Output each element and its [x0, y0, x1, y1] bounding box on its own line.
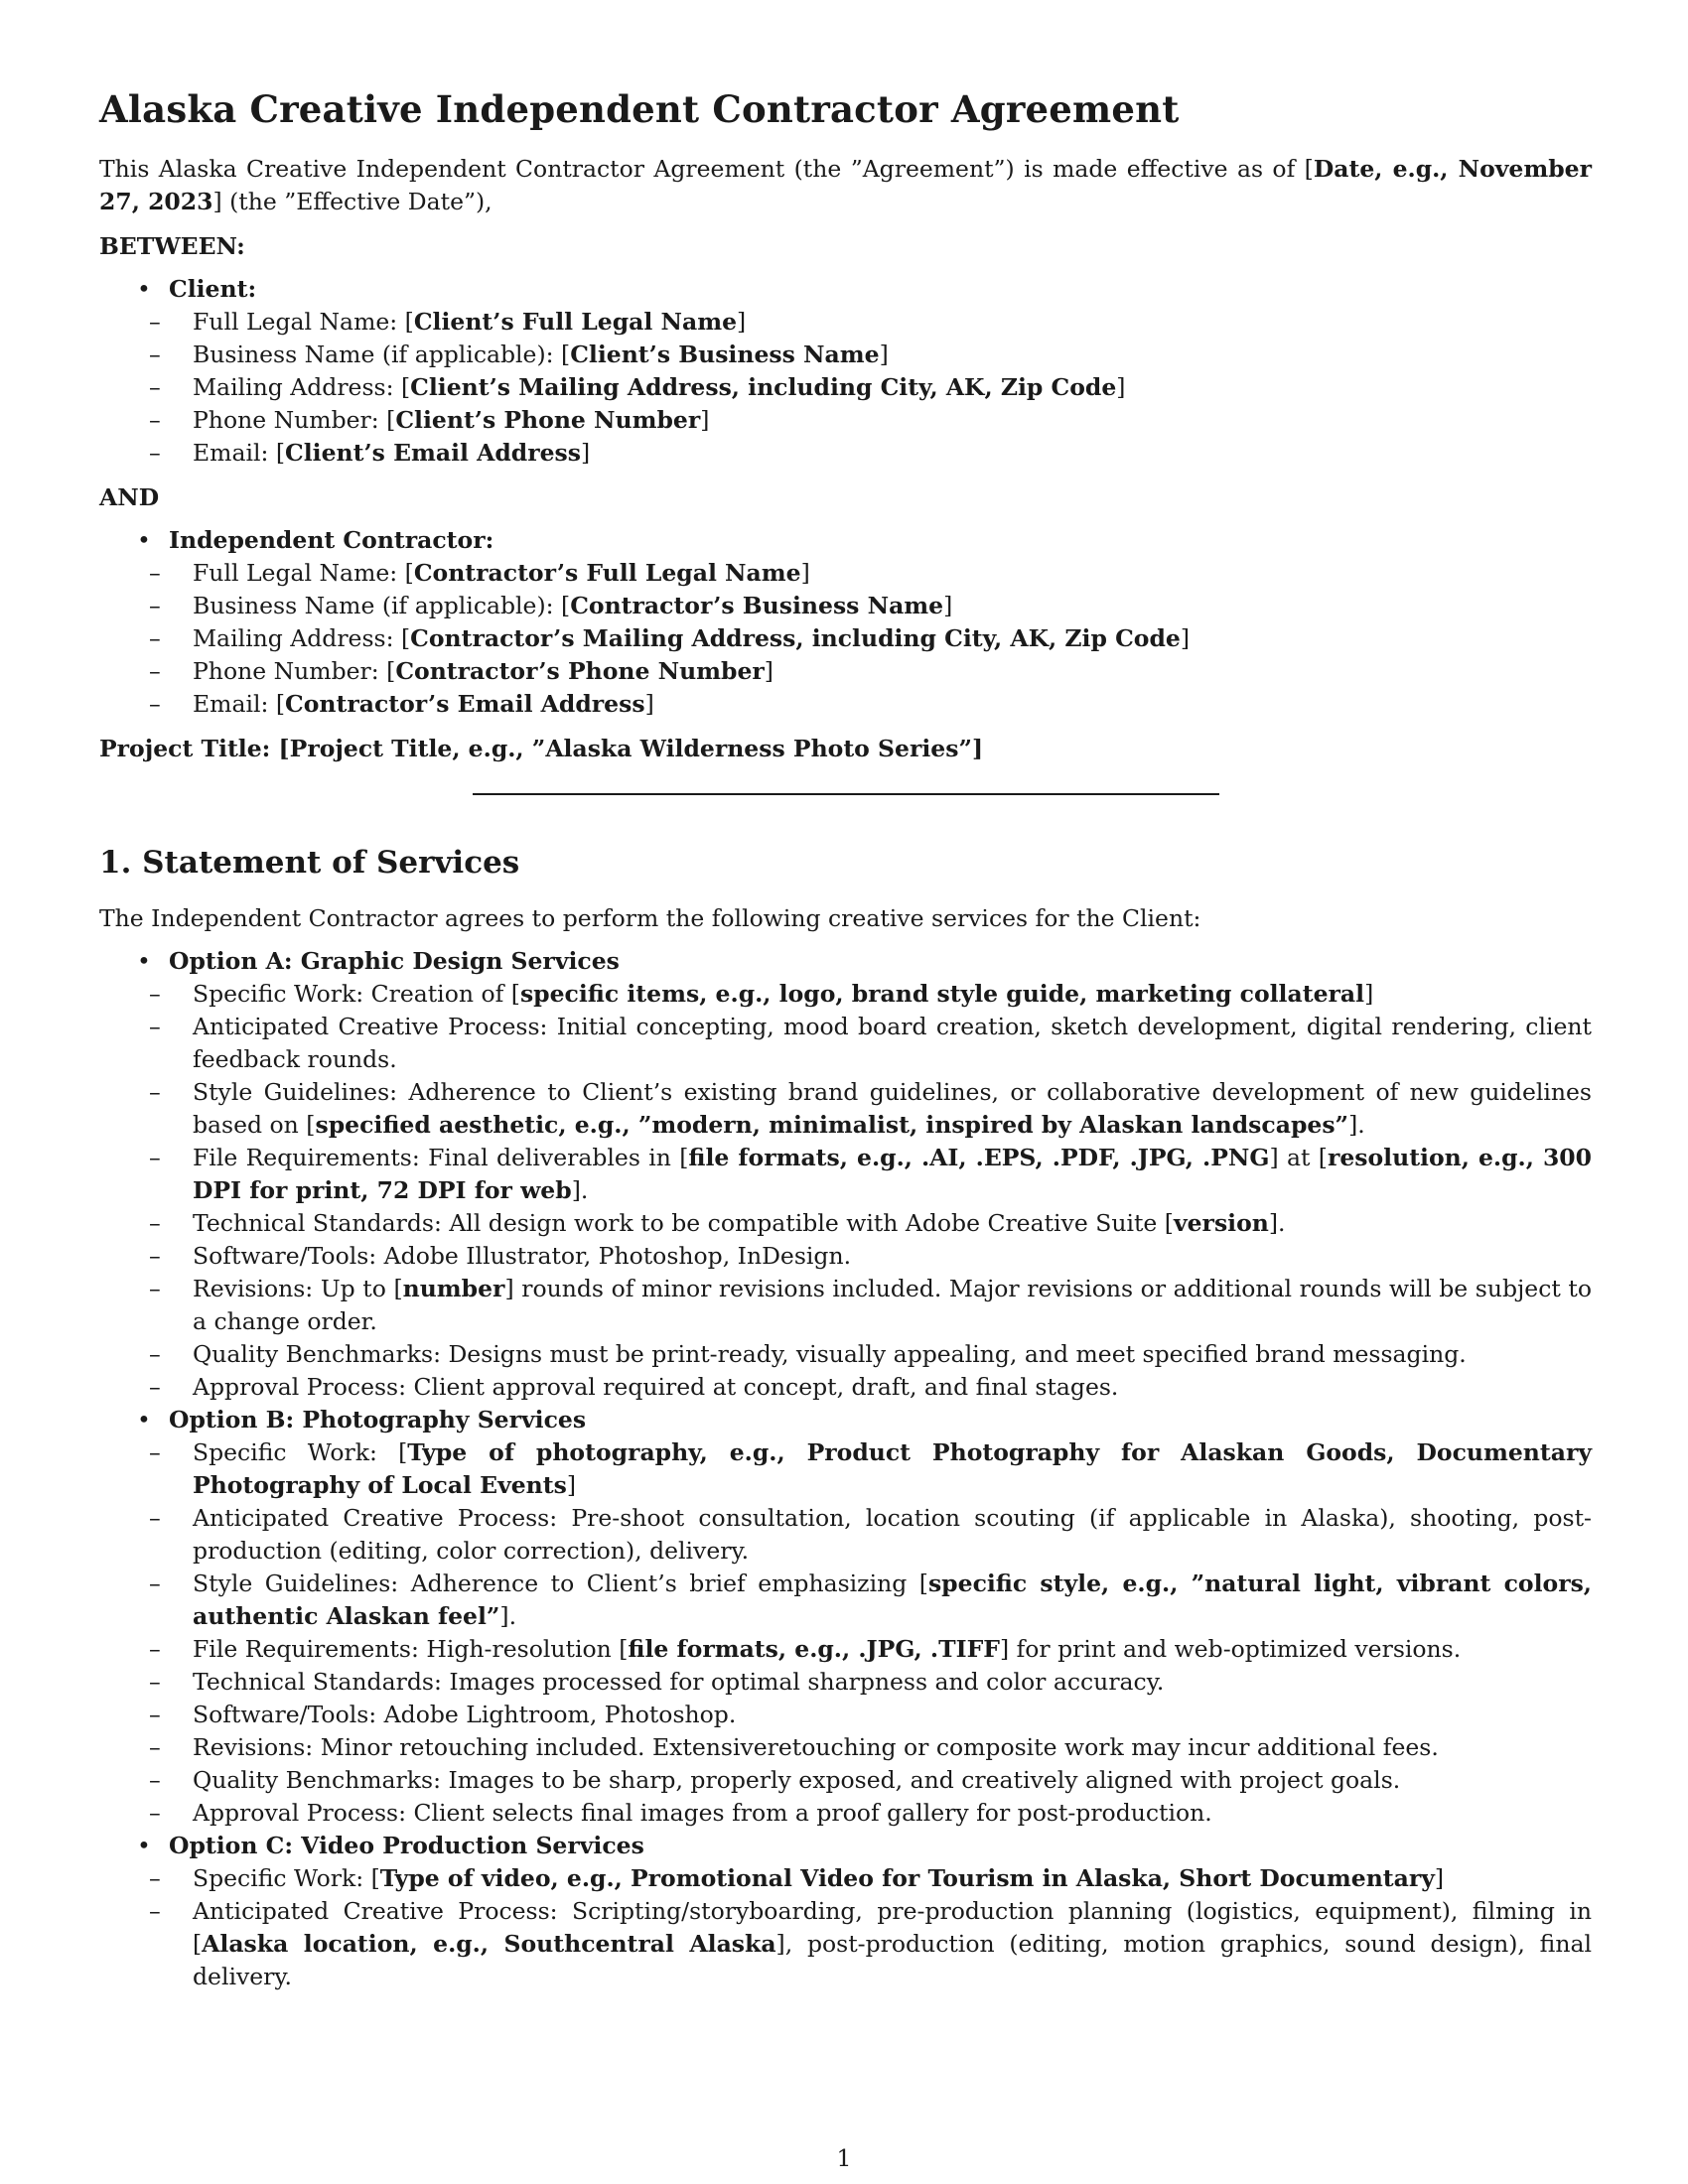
- list-item: – Style Guidelines: Adherence to Client’s brief emphasizing [specific style, e.g., ”natural light, vibrant colors, authentic Alaskan feel”].: [149, 1569, 1592, 1630]
- option-b: [99, 1404, 1592, 1830]
- bullet-icon: •: [137, 946, 151, 975]
- client-fields: [149, 306, 1592, 470]
- document-page: [99, 87, 1592, 1993]
- client-party-list: [99, 273, 1592, 470]
- bullet-icon: •: [137, 1405, 151, 1433]
- between-label: BETWEEN:: [99, 232, 245, 261]
- contractor-heading: Independent Contractor:: [169, 526, 494, 555]
- page-number: 1: [836, 2144, 852, 2172]
- list-item: – Phone Number: [Contractor’s Phone Number]: [149, 657, 774, 686]
- list-item: – Revisions: Up to [number] rounds of minor revisions included. Major revisions or additional rounds will be subject to a change order.: [149, 1274, 1593, 1335]
- option-a-details: [149, 978, 1593, 1404]
- placeholder-field: Contractor’s Full Legal Name: [413, 559, 801, 588]
- list-item: – Quality Benchmarks: Images to be sharp, properly exposed, and creatively aligned with project goals.: [149, 1765, 1401, 1794]
- list-item: – Software/Tools: Adobe Lightroom, Photoshop.: [149, 1700, 737, 1728]
- effective-date-placeholder: Date, e.g., November 27, 2023: [99, 155, 1592, 216]
- intro-text: This Alaska Creative Independent Contractor Agreement (the ”Agreement”) is made effective as of [: [99, 155, 1314, 184]
- placeholder-field: Contractor’s Mailing Address, including City, AK, Zip Code: [410, 624, 1181, 653]
- and-label: AND: [99, 483, 160, 512]
- option-c: [99, 1830, 1592, 1993]
- contractor-party-list: [99, 524, 1592, 721]
- list-item: – Mailing Address: [Contractor’s Mailing Address, including City, AK, Zip Code]: [149, 624, 1191, 653]
- project-title-placeholder: [Project Title, e.g., ”Alaska Wilderness Photo Series”]: [278, 735, 984, 763]
- section-heading: 1. Statement of Services: [99, 845, 520, 882]
- list-item: – Anticipated Creative Process: Pre-shoot consultation, location scouting (if applicable in Alaska), shooting, post-production (editing, color correction), delivery.: [149, 1503, 1592, 1565]
- list-item: – Quality Benchmarks: Designs must be print-ready, visually appealing, and meet specified brand messaging.: [149, 1339, 1467, 1368]
- list-item: – Style Guidelines: Adherence to Client’s existing brand guidelines, or collaborative development of new guidelines based on [specified aesthetic, e.g., ”modern, minimalist, inspired by Alaskan landscapes”].: [149, 1077, 1592, 1139]
- placeholder-field: Client’s Business Name: [570, 341, 880, 369]
- list-item: – Specific Work: [Type of video, e.g., Promotional Video for Tourism in Alaska, Short Documentary]: [149, 1863, 1445, 1892]
- bullet-icon: •: [137, 275, 151, 304]
- option-b-details: [149, 1436, 1592, 1830]
- option-c-details: [149, 1862, 1592, 1993]
- list-item: – Anticipated Creative Process: Initial concepting, mood board creation, sketch development, digital rendering, client feedback rounds.: [149, 1012, 1592, 1073]
- client-heading: Client:: [169, 275, 257, 304]
- list-item: – Software/Tools: Adobe Illustrator, Photoshop, InDesign.: [149, 1241, 852, 1270]
- list-item: – File Requirements: High-resolution [file formats, e.g., .JPG, .TIFF] for print and web-optimized versions.: [149, 1634, 1462, 1663]
- list-item: – Phone Number: [Client’s Phone Number]: [149, 406, 710, 435]
- placeholder-field: Contractor’s Business Name: [570, 592, 944, 620]
- list-item: – Business Name (if applicable): [Client’s Business Name]: [149, 341, 889, 369]
- placeholder-field: Client’s Phone Number: [395, 406, 701, 435]
- list-item: – Email: [Contractor’s Email Address]: [149, 690, 654, 719]
- placeholder-field: Client’s Mailing Address, including City, AK, Zip Code: [410, 373, 1117, 402]
- list-item: – Mailing Address: [Client’s Mailing Address, including City, AK, Zip Code]: [149, 373, 1126, 402]
- intro-paragraph: [99, 153, 1592, 218]
- list-item: – Email: [Client’s Email Address]: [149, 439, 591, 468]
- list-item: – File Requirements: Final deliverables in [file formats, e.g., .AI, .EPS, .PDF, .JPG, .PNG] at [resolution, e.g., 300 DPI for print, 72 DPI for web].: [149, 1143, 1593, 1204]
- list-item: – Approval Process: Client selects final images from a proof gallery for post-production.: [149, 1798, 1212, 1827]
- placeholder-field: Client’s Full Legal Name: [413, 308, 738, 337]
- option-a: [99, 945, 1592, 1404]
- list-item: – Full Legal Name: [Client’s Full Legal Name]: [149, 308, 747, 337]
- list-item: – Technical Standards: Images processed for optimal sharpness and color accuracy.: [149, 1667, 1165, 1696]
- list-item: – Approval Process: Client approval required at concept, draft, and final stages.: [149, 1372, 1119, 1401]
- service-options-list: [99, 945, 1592, 1993]
- placeholder-field: Contractor’s Phone Number: [395, 657, 765, 686]
- option-c-heading: Option C: Video Production Services: [169, 1831, 644, 1859]
- project-title-label: Project Title:: [99, 735, 279, 763]
- list-item: – Technical Standards: All design work to be compatible with Adobe Creative Suite [version].: [149, 1208, 1286, 1237]
- contractor-fields: [149, 557, 1592, 721]
- option-a-heading: Option A: Graphic Design Services: [169, 946, 620, 975]
- list-item: – Specific Work: Creation of [specific items, e.g., logo, brand style guide, marketing collateral]: [149, 979, 1374, 1008]
- placeholder-field: Client’s Email Address: [285, 439, 582, 468]
- document-title: Alaska Creative Independent Contractor Agreement: [99, 87, 1180, 131]
- option-b-heading: Option B: Photography Services: [169, 1405, 587, 1433]
- list-item: – Full Legal Name: [Contractor’s Full Legal Name]: [149, 559, 810, 588]
- contractor-party: [99, 524, 1592, 721]
- project-title-line: [99, 733, 1592, 765]
- bullet-icon: •: [137, 1831, 151, 1859]
- list-item: – Business Name (if applicable): [Contractor’s Business Name]: [149, 592, 953, 620]
- list-item: – Specific Work: [Type of photography, e.g., Product Photography for Alaskan Goods, Documentary Photography of Local Events]: [149, 1437, 1592, 1499]
- list-item: – Revisions: Minor retouching included. Extensiveretouching or composite work may incur additional fees.: [149, 1732, 1439, 1761]
- intro-text-end: ] (the ”Effective Date”),: [212, 188, 492, 216]
- client-party: [99, 273, 1592, 470]
- list-item: – Anticipated Creative Process: Scripting/storyboarding, pre-production planning (logistics, equipment), filming in [Alaska location, e.g., Southcentral Alaska], post-production (editing, motion graphics, sound design), final delivery.: [149, 1896, 1592, 1990]
- placeholder-field: Contractor’s Email Address: [285, 690, 645, 719]
- horizontal-divider: [473, 793, 1219, 795]
- section-intro: The Independent Contractor agrees to perform the following creative services for the Client:: [99, 903, 1201, 932]
- bullet-icon: •: [137, 526, 151, 555]
